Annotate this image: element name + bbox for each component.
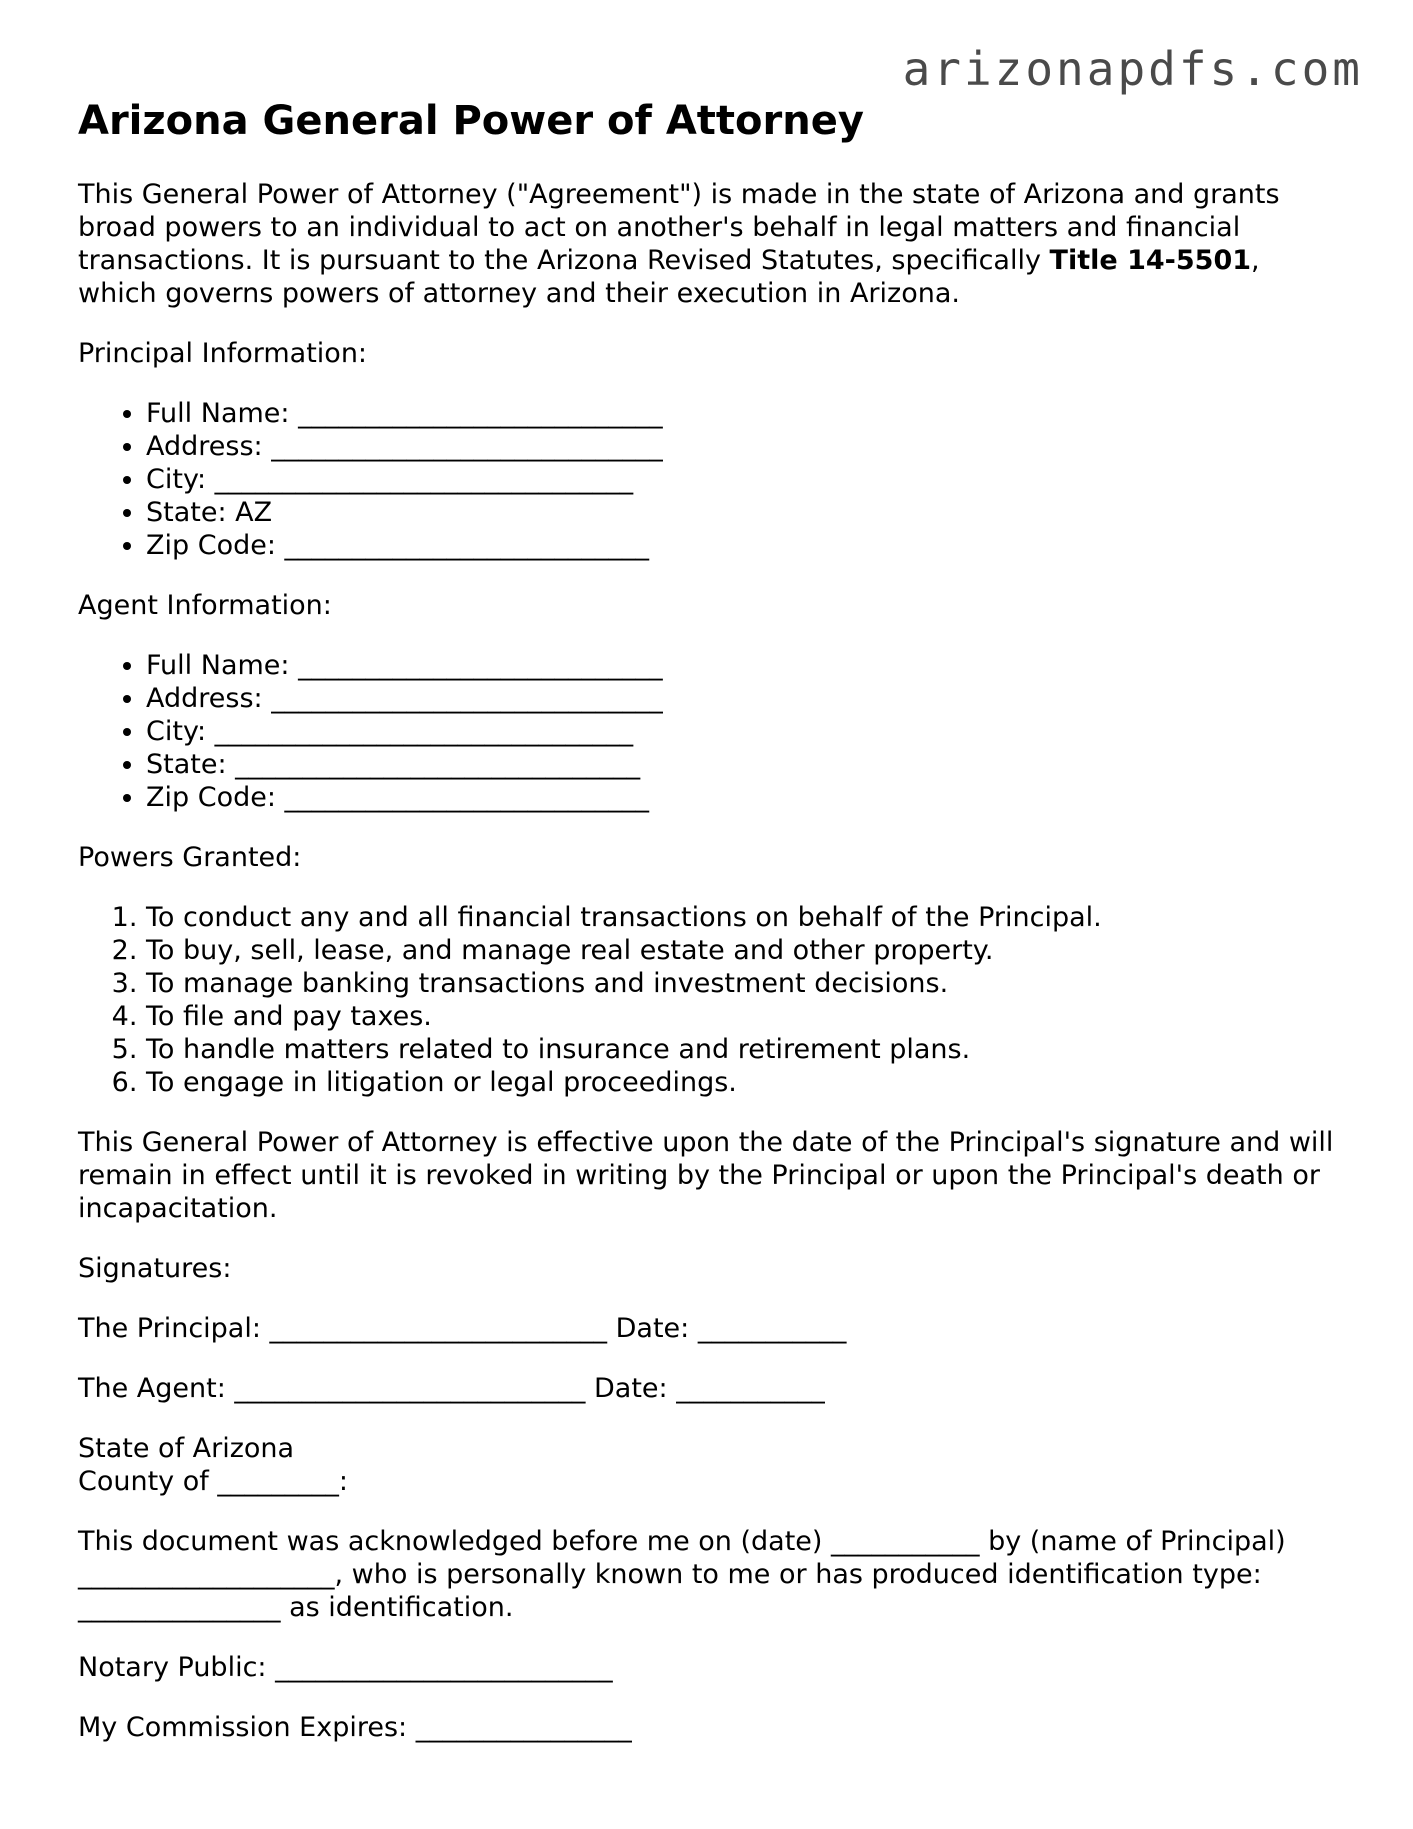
principal-state: • State: AZ: [146, 496, 1338, 529]
notary-venue: [78, 1432, 1338, 1498]
agent-info-list: [78, 649, 1338, 814]
statute-reference: Title 14-5501: [1049, 245, 1252, 276]
agent-section-label: Agent Information:: [78, 590, 332, 621]
venue-county: County of _________:: [78, 1466, 348, 1497]
commission-expires-line: My Commission Expires: ________________: [78, 1712, 632, 1743]
agent-state: • State: ______________________________: [146, 748, 1338, 781]
power-item: 1. To conduct any and all financial transactions on behalf of the Principal.: [146, 901, 1338, 934]
agent-full-name: • Full Name: ___________________________: [146, 649, 1338, 682]
principal-info-list: [78, 397, 1338, 562]
principal-full-name: • Full Name: ___________________________: [146, 397, 1338, 430]
acknowledgment-paragraph: This document was acknowledged before me on (date) ___________ by (name of Principal) ___________________, who is personally known to me or has produced identification type: _______________ as identification.: [78, 1526, 1286, 1623]
powers-list: [78, 901, 1338, 1099]
principal-city: • City: _______________________________: [146, 463, 1338, 496]
watermark-logo: arizonapdfs.com: [902, 42, 1363, 96]
power-item: 2. To buy, sell, lease, and manage real estate and other property.: [146, 934, 1338, 967]
principal-signature-line: The Principal: _________________________ Date: ___________: [78, 1313, 847, 1344]
intro-paragraph: [78, 178, 1338, 310]
powers-section-label: Powers Granted:: [78, 842, 302, 873]
agent-zip: • Zip Code: ___________________________: [146, 781, 1338, 814]
power-item: 3. To manage banking transactions and investment decisions.: [146, 967, 1338, 1000]
venue-state: State of Arizona: [78, 1433, 295, 1464]
effective-paragraph: This General Power of Attorney is effective upon the date of the Principal's signature and will remain in effect until it is revoked in writing by the Principal or upon the Principal's death or incapacitation.: [78, 1127, 1334, 1224]
principal-section-label: Principal Information:: [78, 338, 368, 369]
page-title: Arizona General Power of Attorney: [78, 98, 864, 144]
signatures-label: Signatures:: [78, 1253, 232, 1284]
principal-address: • Address: _____________________________: [146, 430, 1338, 463]
intro-text-a: This General Power of Attorney ("Agreement") is made in the state of Arizona and grants broad powers to an individual to act on another's behalf in legal matters and financial transactions. It is pursuant to the Arizona Revised Statutes, specifically: [78, 179, 1280, 276]
principal-zip: • Zip Code: ___________________________: [146, 529, 1338, 562]
agent-city: • City: _______________________________: [146, 715, 1338, 748]
notary-public-line: Notary Public: _________________________: [78, 1652, 613, 1683]
intro-text-b: , which governs powers of attorney and their execution in Arizona.: [78, 245, 1260, 309]
power-item: 4. To file and pay taxes.: [146, 1000, 1338, 1033]
document-body: [78, 96, 1338, 1744]
power-item: 6. To engage in litigation or legal proceedings.: [146, 1066, 1338, 1099]
power-item: 5. To handle matters related to insurance and retirement plans.: [146, 1033, 1338, 1066]
agent-signature-line: The Agent: __________________________ Date: ___________: [78, 1373, 825, 1404]
agent-address: • Address: _____________________________: [146, 682, 1338, 715]
